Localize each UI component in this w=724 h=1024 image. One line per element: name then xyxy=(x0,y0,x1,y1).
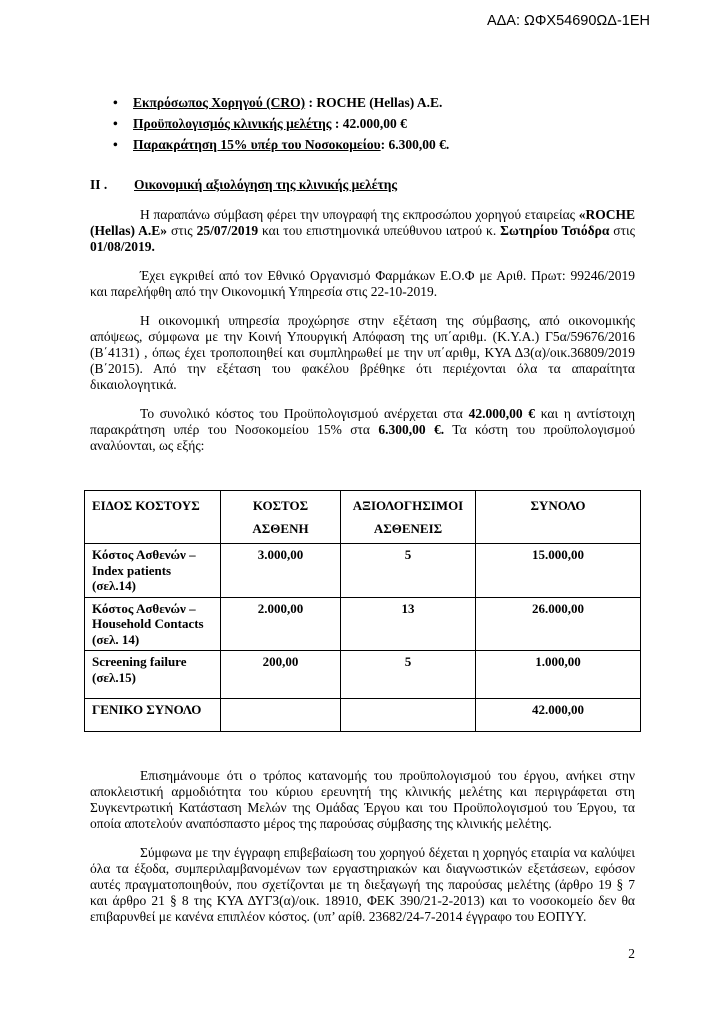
table-header-cell xyxy=(221,491,341,544)
bullet-icon: • xyxy=(113,137,118,152)
table-cell xyxy=(221,699,341,732)
table-cell-line: (σελ.14) xyxy=(92,578,136,593)
page-number: 2 xyxy=(628,946,635,961)
table-cell-line: 15.000,00 xyxy=(532,547,584,562)
table-row xyxy=(85,544,641,598)
table-cell-line: ΣΥΝΟΛΟ xyxy=(530,498,586,513)
bullet-item xyxy=(90,113,635,134)
text-run: στις xyxy=(609,223,635,238)
table-row xyxy=(85,651,641,699)
text-run: «ROCHE (Hellas) A.E» xyxy=(90,207,635,238)
bullet-value: : 6.300,00 €. xyxy=(380,137,450,152)
table-cell-line: Screening failure xyxy=(92,654,187,669)
table-cell-line: 3.000,00 xyxy=(257,547,304,562)
table-cell-line: 5 xyxy=(404,547,412,562)
table-cell-line: 5 xyxy=(404,654,412,669)
table-cell-line: Κόστος Ασθενών – xyxy=(92,600,196,616)
table-cell xyxy=(85,544,221,598)
ada-code: ΑΔΑ: ΩΦΧ54690ΩΔ-1ΕΗ xyxy=(486,13,650,29)
paragraph xyxy=(90,406,635,454)
text-run: Τα κόστη του προϋπολογισμού αναλύονται, ως εξής: xyxy=(90,422,636,453)
table-cell xyxy=(341,597,476,651)
paragraph-group-after-table xyxy=(90,768,635,925)
table-row xyxy=(85,699,641,732)
table-cell xyxy=(476,651,641,699)
bullet-icon: • xyxy=(113,116,118,131)
table-cell xyxy=(476,544,641,598)
table-header-cell xyxy=(85,491,221,544)
table-header-cell xyxy=(476,491,641,544)
table-cell-line: ΑΣΘΕΝΕΙΣ xyxy=(373,521,443,536)
text-run: 6.300,00 €. xyxy=(378,422,445,437)
table-row xyxy=(85,597,641,651)
table-cell-line: ΑΣΘΕΝΗ xyxy=(252,521,309,536)
table-cell-line: 1.000,00 xyxy=(535,654,581,669)
table-cell-line: Κόστος Ασθενών – xyxy=(92,547,196,562)
paragraph xyxy=(90,268,635,300)
table-header-cell xyxy=(341,491,476,544)
text-run: 25/07/2019 xyxy=(196,223,259,238)
table-cell-line: Household Contacts xyxy=(92,616,204,631)
table-cell xyxy=(221,597,341,651)
costs-table-head xyxy=(85,491,641,544)
text-run: Το συνολικό κόστος του Προϋπολογισμού ανέρχεται στα xyxy=(140,406,469,421)
bullet-list xyxy=(90,92,635,155)
section-title: Οικονομική αξιολόγηση της κλινικής μελέτης xyxy=(134,177,398,192)
bullet-item xyxy=(90,134,635,155)
paragraph xyxy=(90,845,635,925)
table-cell xyxy=(221,544,341,598)
table-cell-line: 200,00 xyxy=(262,654,299,669)
paragraph xyxy=(90,768,635,832)
table-cell-line: (σελ. 14) xyxy=(92,631,140,647)
table-cell xyxy=(85,651,221,699)
paragraph xyxy=(90,207,635,255)
table-cell xyxy=(85,699,221,732)
table-cell xyxy=(221,651,341,699)
table-header-row xyxy=(85,491,641,544)
text-run: Σωτηρίου Τσιόδρα xyxy=(500,223,610,238)
text-run: και η αντίστοιχη παρακράτηση υπέρ του Νοσοκομείου 15% στα xyxy=(90,406,635,437)
text-run: 42.000,00 € xyxy=(468,406,536,421)
bullet-label: Προϋπολογισμός κλινικής μελέτης xyxy=(133,116,332,131)
costs-table xyxy=(84,490,641,732)
text-run: 01/08/2019. xyxy=(90,239,155,254)
table-cell-line: ΑΞΙΟΛΟΓΗΣΙΜΟΙ xyxy=(352,498,464,513)
table-cell-line: 42.000,00 xyxy=(532,702,584,717)
table-cell xyxy=(341,699,476,732)
table-cell-line: ΚΟΣΤΟΣ xyxy=(252,498,309,513)
table-cell-line: ΓΕΝΙΚΟ ΣΥΝΟΛΟ xyxy=(92,702,202,717)
paragraph-group-before-table xyxy=(90,207,635,454)
table-cell-line: (σελ.15) xyxy=(92,669,136,685)
table-cell-line: ΕΙΔΟΣ ΚΟΣΤΟΥΣ xyxy=(92,498,200,513)
paragraph xyxy=(90,313,635,393)
bullet-icon: • xyxy=(113,95,118,110)
bullet-value: : ROCHE (Hellas) A.E. xyxy=(305,95,443,110)
text-run: Η οικονομική υπηρεσία προχώρησε στην εξέταση της σύμβασης, από οικονομικής απόψεως, σύμφωνα με την Κοινή Υπουργική Απόφαση της υπ΄αριθμ. (Κ.Υ.Α.) Γ5α/59676/2016 (Β΄4131) , όπως έχει τροποποιηθεί και συμπληρωθεί με την υπ΄αριθμ, ΚΥΑ Δ3(α)/οικ.36809/2019 (Β΄2015). Από την εξέταση του φακέλου βρέθηκε ότι περιέχονται όλα τα απαραίτητα δικαιολογητικά. xyxy=(90,313,635,392)
text-run: Η παραπάνω σύμβαση φέρει την υπογραφή της εκπροσώπου χορηγού εταιρείας xyxy=(140,207,579,222)
table-cell xyxy=(341,651,476,699)
table-cell xyxy=(476,699,641,732)
table-cell-line: Index patients xyxy=(92,562,172,578)
text-run: και του επιστημονικά υπεύθυνου ιατρού κ. xyxy=(258,223,501,238)
bullet-value: : 42.000,00 € xyxy=(331,116,407,131)
bullet-item xyxy=(90,92,635,113)
section-number: ΙΙ . xyxy=(90,177,108,192)
table-cell-line: 13 xyxy=(401,600,415,616)
text-run: Επισημάνουμε ότι ο τρόπος κατανομής του προϋπολογισμού του έργου, ανήκει στην αποκλειστική αρμοδιότητα του κύριου ερευνητή της κλινικής μελέτης και περιγράφεται στη Συγκεντρωτική Κατάσταση Μελών της Ομάδας Έργου και του Προϋπολογισμού του Έργου, τα οποία αποτελούν αναπόσπαστο μέρος της παρούσας σύμβασης της κλινικής μελέτης. xyxy=(90,768,635,831)
costs-table-body xyxy=(85,544,641,732)
table-cell xyxy=(341,544,476,598)
bullet-label: Παρακράτηση 15% υπέρ του Νοσοκομείου xyxy=(133,137,381,152)
document-body xyxy=(90,92,635,938)
table-cell-line: 26.000,00 xyxy=(532,600,584,616)
text-run: στις xyxy=(167,223,197,238)
table-cell xyxy=(85,597,221,651)
bullet-label: Εκπρόσωπος Χορηγού (CRO) xyxy=(133,95,306,110)
text-run: Έχει εγκριθεί από τον Εθνικό Οργανισμό Φαρμάκων Ε.Ο.Φ με Αριθ. Πρωτ: 99246/2019 και παρελήφθη από την Οικονομική Υπηρεσία στις 22-10-2019. xyxy=(90,268,635,299)
table-cell-line: 2.000,00 xyxy=(257,600,304,616)
text-run: Σύμφωνα με την έγγραφη επιβεβαίωση του χορηγού δέχεται η χορηγός εταιρία να καλύψει όλα τα έξοδα, συμπεριλαμβανομένων των εργαστηριακών και διαγνωστικών εξετάσεων, εφόσον αυτές πραγματοποιηθούν, που σχετίζονται με τη διεξαγωγή της παρούσας μελέτης (άρθρο 19 § 7 και άρθρο 21 § 8 της ΚΥΑ ΔΥΓ3(α)/οικ. 18910, ΦΕΚ 390/21-2-2013) και το νοσοκομείο δεν θα επιβαρυνθεί με κανένα επιπλέον κόστος. (υπ’ αρίθ. 23682/24-7-2014 έγγραφο του ΕΟΠΥΥ. xyxy=(90,845,635,924)
section-heading xyxy=(90,177,635,193)
table-cell xyxy=(476,597,641,651)
